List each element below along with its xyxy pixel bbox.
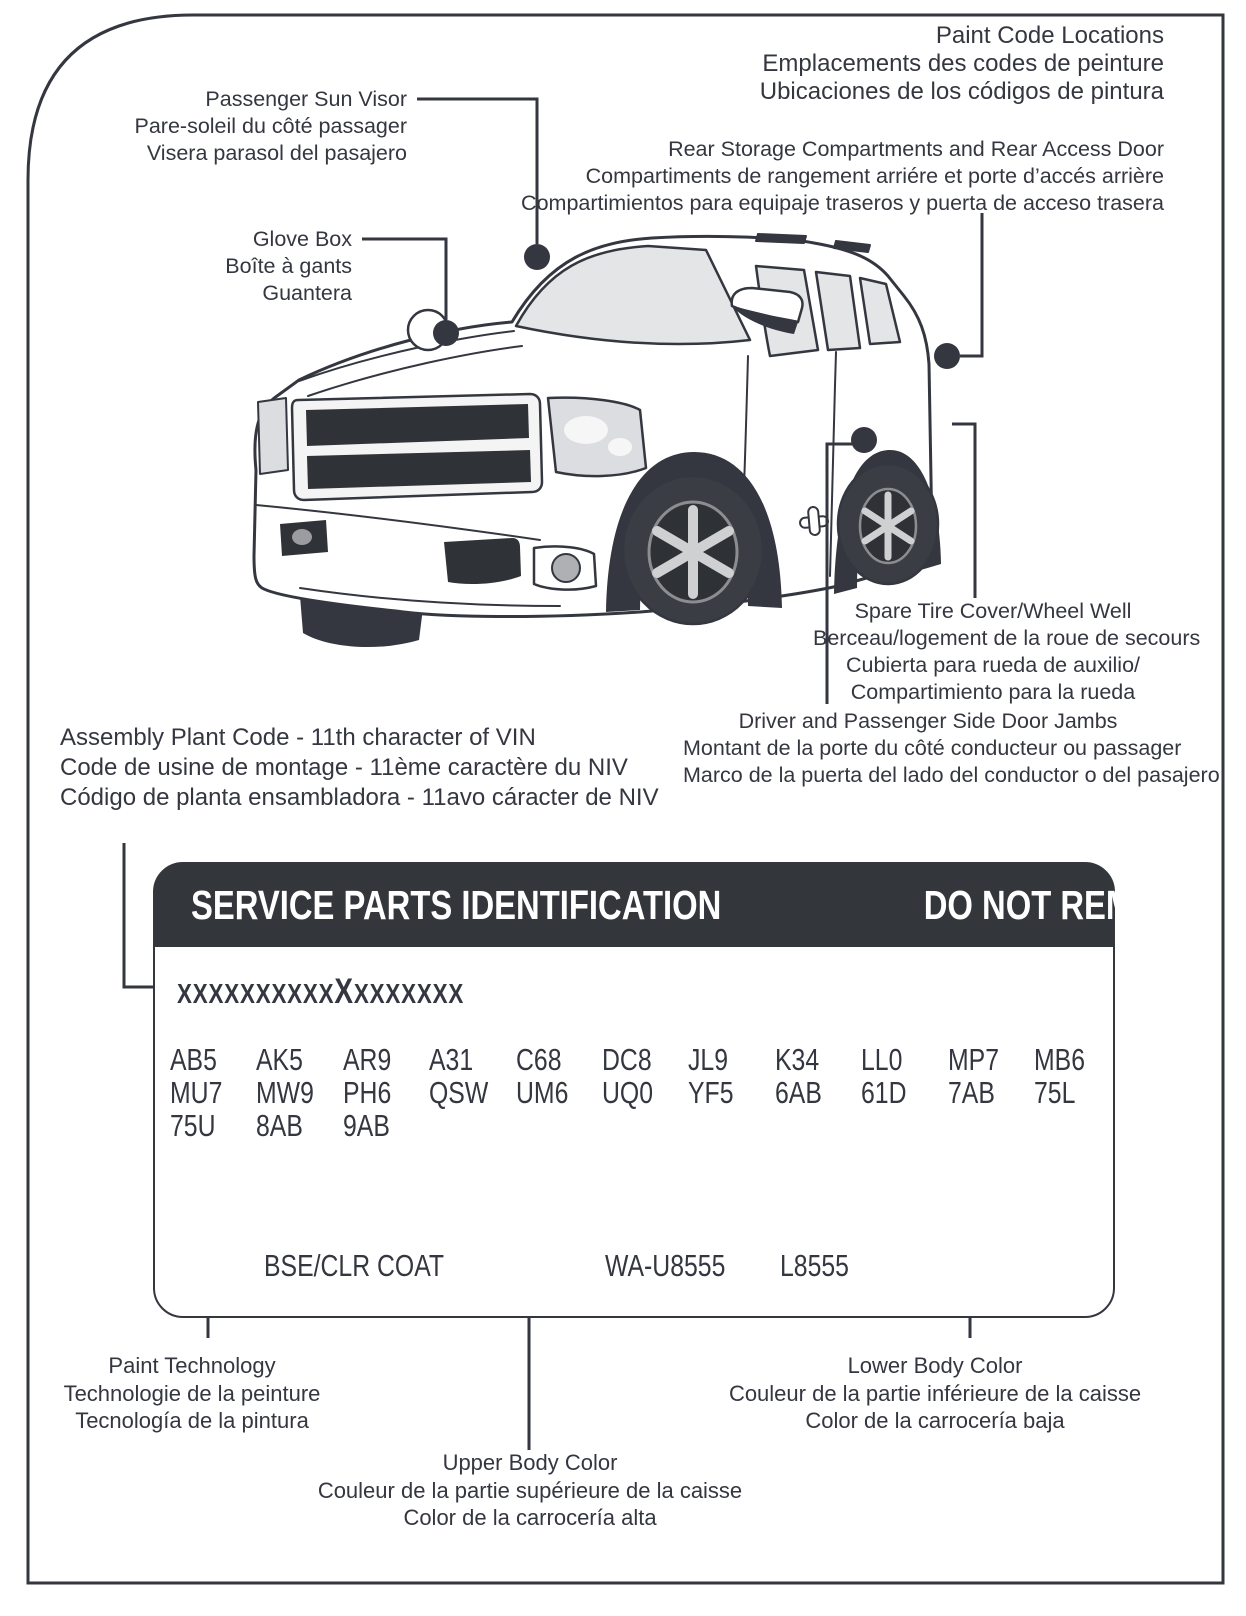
rpo-code: AK5	[256, 1042, 304, 1077]
rpo-code: QSW	[429, 1075, 489, 1110]
callout-upper-body-color: Upper Body Color Couleur de la partie supérieure de la caisse Color de la carrocería alta	[317, 1450, 743, 1530]
page-title-en: Paint Code Locations	[935, 22, 1164, 49]
callout-glove-box: Glove Box Boîte à gants Guantera	[225, 227, 352, 305]
rpo-code: YF5	[688, 1075, 734, 1110]
vin-mask-prefix: XXXXXXXXXX	[177, 978, 335, 1009]
dot-rear-storage	[934, 343, 960, 369]
rpo-code: MP7	[947, 1042, 999, 1077]
leader-glove-box	[362, 239, 446, 320]
label-header-title: SERVICE PARTS IDENTIFICATION	[191, 881, 722, 928]
paint-code-row: BSE/CLR COAT WA-U8555 L8555	[264, 1248, 849, 1283]
page-title	[760, 22, 1164, 106]
service-parts-label	[153, 862, 1203, 1318]
dot-door-jambs	[851, 427, 877, 453]
leader-rear-storage	[960, 213, 982, 356]
rpo-code: 61D	[861, 1075, 907, 1110]
leader-spare-tire	[952, 424, 975, 598]
dot-sun-visor	[524, 244, 550, 270]
rpo-code: 75U	[170, 1108, 216, 1143]
callout-lower-body-color: Lower Body Color Couleur de la partie inférieure de la caisse Color de la carrocería baja	[728, 1353, 1142, 1433]
callout-sun-visor: Passenger Sun Visor Pare-soleil du côté passager Visera parasol del pasajero	[134, 87, 407, 165]
callout-assembly-plant: Assembly Plant Code - 11th character of VIN Code de usine de montage - 11ème caractère du NIV Código de planta ensambladora - 11avo cáracter de NIV	[60, 724, 659, 811]
vin-mask-suffix: XXXXXXX	[353, 978, 465, 1009]
callout-door-jambs: Driver and Passenger Side Door Jambs Montant de la porte du côté conducteur ou passager Marco de la puerta del lado del conductor o del pasajero	[683, 709, 1220, 787]
leader-sun-visor	[417, 99, 537, 244]
rpo-code: MB6	[1033, 1042, 1085, 1077]
rpo-code: 8AB	[256, 1108, 304, 1143]
rpo-code: UM6	[515, 1075, 568, 1110]
page-title-es: Ubicaciones de los códigos de pintura	[759, 78, 1164, 105]
callout-paint-technology: Paint Technology Technologie de la peinture Tecnología de la pintura	[63, 1353, 321, 1433]
rpo-code: MW9	[256, 1075, 315, 1110]
rpo-code: C68	[515, 1042, 562, 1077]
rpo-code: AB5	[170, 1042, 217, 1077]
page-title-fr: Emplacements des codes de peinture	[762, 50, 1164, 77]
vehicle-illustration	[254, 234, 941, 647]
dot-glove-box	[433, 320, 459, 346]
rpo-code: PH6	[342, 1075, 392, 1110]
rpo-code: UQ0	[601, 1075, 653, 1110]
rpo-code: 75L	[1033, 1075, 1076, 1110]
callout-rear-storage: Rear Storage Compartments and Rear Access Door Compartiments de rangement arriére et porte d’accés arrière Compartimientos para equipaje traseros y puerta de acceso trasera	[521, 137, 1164, 215]
service-parts-label-header	[154, 863, 1203, 947]
rpo-code: A31	[429, 1042, 474, 1077]
vin-mask-plant-character: X	[334, 972, 354, 1011]
rpo-code: AR9	[342, 1042, 392, 1077]
callout-spare-tire: Spare Tire Cover/Wheel Well Berceau/logement de la roue de secours Cubierta para rueda de auxilio/ Compartimiento para la rueda	[813, 599, 1201, 704]
rpo-code: 6AB	[774, 1075, 822, 1110]
rpo-code: DC8	[601, 1042, 652, 1077]
rpo-code: K34	[774, 1042, 819, 1077]
rpo-code: JL9	[688, 1042, 729, 1077]
rpo-code-grid	[170, 1042, 1120, 1141]
label-header-warning: DO NOT REMOVE	[923, 881, 1203, 928]
car-front-wheel	[623, 476, 763, 624]
rpo-code: MU7	[170, 1075, 223, 1110]
vin-mask	[177, 972, 536, 1012]
rpo-code: LL0	[861, 1042, 903, 1077]
rpo-code: 7AB	[947, 1075, 995, 1110]
car-rear-wheel	[838, 464, 938, 584]
rpo-code: 9AB	[342, 1108, 390, 1143]
